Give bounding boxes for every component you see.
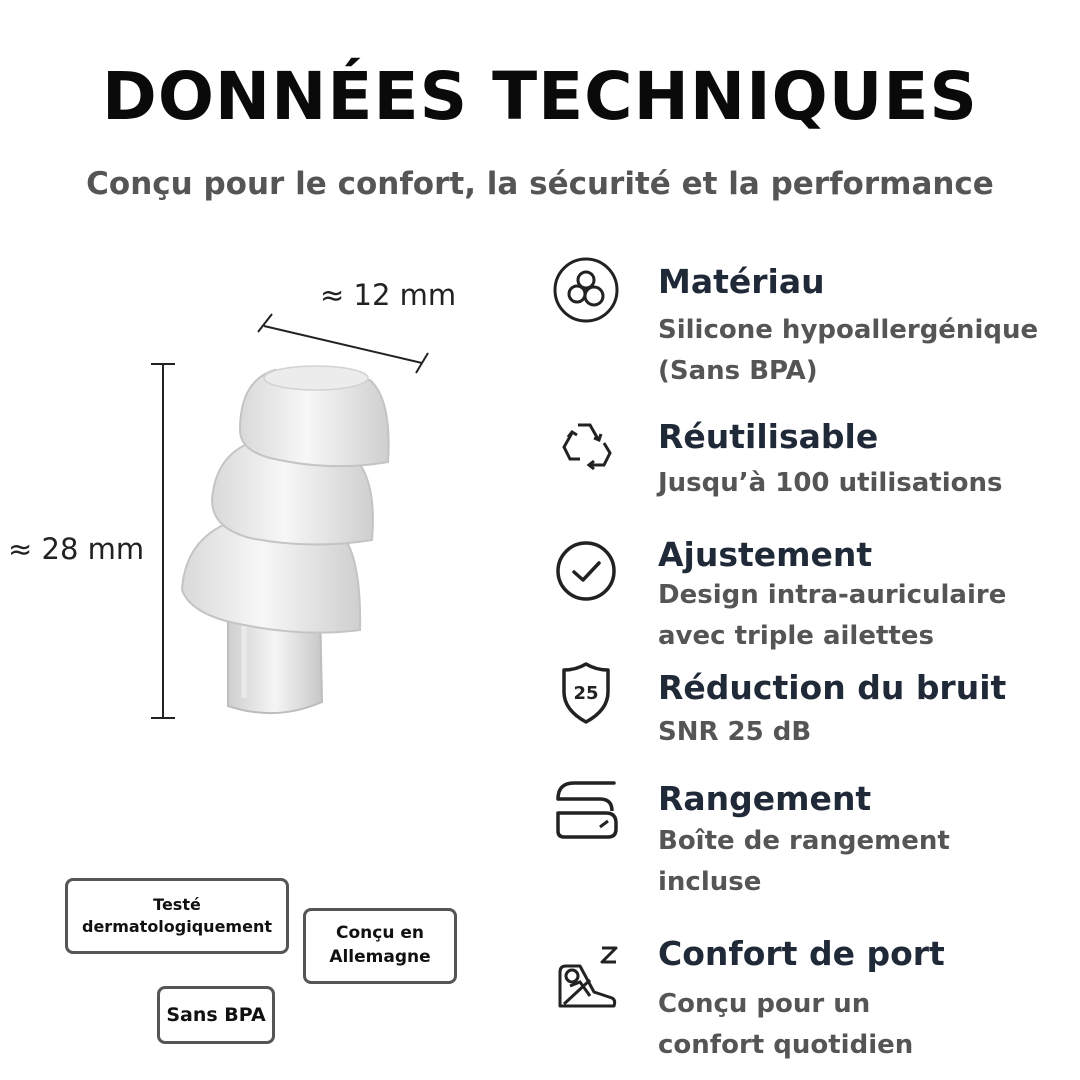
feature-material bbox=[550, 262, 1070, 392]
feature-desc-line: confort quotidien bbox=[658, 1030, 914, 1060]
width-dimension-line bbox=[264, 326, 422, 363]
feature-desc-line: Conçu pour un bbox=[658, 989, 871, 1019]
feature-reusable bbox=[550, 417, 1070, 507]
badge-line: Sans BPA bbox=[166, 1003, 266, 1026]
badge-line: dermatologiquement bbox=[82, 917, 272, 936]
feature-wearing-comfort bbox=[550, 934, 1070, 1064]
earplug-illustration bbox=[0, 240, 520, 800]
badge-line: Testé bbox=[153, 894, 201, 914]
feature-title: Ajustement bbox=[658, 535, 873, 574]
feature-desc-line: Boîte de rangement bbox=[658, 826, 950, 856]
feature-desc-line: Jusqu’à 100 utilisations bbox=[658, 468, 1003, 498]
recycle-icon bbox=[550, 411, 622, 483]
feature-noise-reduction bbox=[550, 668, 1070, 758]
feature-title: Rangement bbox=[658, 779, 872, 818]
badge-line: Conçu en bbox=[335, 923, 424, 944]
shield-icon bbox=[550, 656, 622, 728]
badge-bpa-free bbox=[157, 986, 275, 1044]
earplug-image bbox=[0, 240, 520, 800]
feature-desc-line: Design intra-auriculaire bbox=[658, 580, 1007, 610]
feature-title: Réutilisable bbox=[658, 417, 879, 456]
feature-title: Confort de port bbox=[658, 934, 945, 973]
badge-dermatologically-tested bbox=[65, 878, 289, 954]
shield-number: 25 bbox=[573, 683, 599, 704]
molecule-icon bbox=[550, 254, 622, 326]
feature-storage bbox=[550, 779, 1070, 899]
feature-desc-line: avec triple ailettes bbox=[658, 621, 934, 651]
badge-made-in-germany bbox=[303, 908, 457, 984]
page-subtitle: Conçu pour le confort, la sécurité et la performance bbox=[86, 166, 994, 202]
feature-title: Réduction du bruit bbox=[658, 668, 1007, 707]
feature-desc-line: incluse bbox=[658, 867, 762, 897]
storage-box-icon bbox=[550, 773, 622, 845]
feature-fit bbox=[550, 535, 1070, 655]
height-label: ≈ 28 mm bbox=[8, 532, 145, 566]
feature-desc-line: SNR 25 dB bbox=[658, 717, 812, 747]
sleeping-person-icon bbox=[550, 942, 622, 1014]
check-circle-icon bbox=[550, 535, 622, 607]
feature-desc-line: Silicone hypoallergénique bbox=[658, 315, 1039, 345]
badge-line: Allemagne bbox=[329, 947, 431, 967]
feature-title: Matériau bbox=[658, 262, 825, 301]
feature-desc-line: (Sans BPA) bbox=[658, 356, 818, 386]
width-label: ≈ 12 mm bbox=[320, 278, 457, 312]
page-title: DONNÉES TECHNIQUES bbox=[102, 58, 978, 135]
